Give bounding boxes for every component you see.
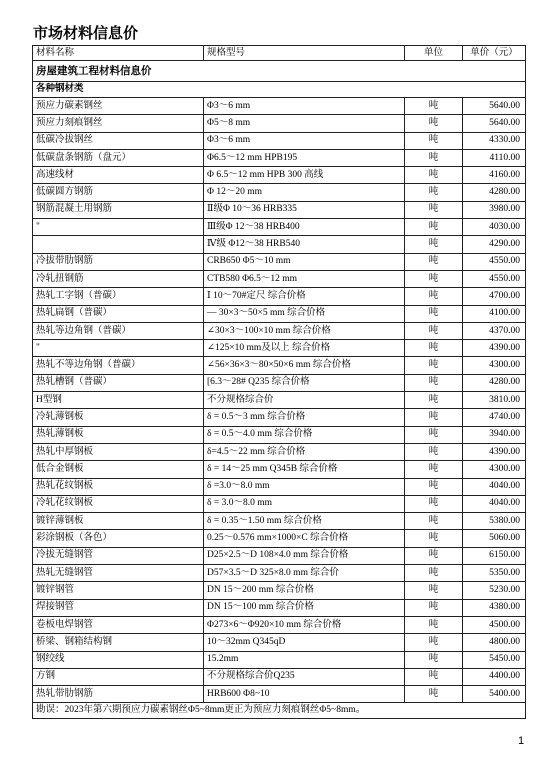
material-name-cell: 热轧工字钢（普碳） (33, 288, 204, 305)
price-row (33, 565, 526, 582)
unit-price-cell: 5640.00 (463, 115, 526, 132)
header-unit-price: 单价（元） (463, 46, 526, 61)
unit-cell: 吨 (405, 530, 463, 547)
material-name-cell: 冷轧花纹钢板 (33, 495, 204, 512)
material-name-cell: 低合金钢板 (33, 461, 204, 478)
unit-price-cell: 4300.00 (463, 461, 526, 478)
spec-cell: Φ6.5～12 mm HPB195 (204, 149, 405, 166)
unit-cell: 吨 (405, 340, 463, 357)
price-row (33, 668, 526, 685)
unit-cell: 吨 (405, 98, 463, 115)
unit-price-cell: 4040.00 (463, 478, 526, 495)
material-name-cell: 彩涂钢板（各色） (33, 530, 204, 547)
unit-price-cell: 4100.00 (463, 305, 526, 322)
spec-cell: DN 15～100 mm 综合价格 (204, 599, 405, 616)
material-name-cell: 焊接钢管 (33, 599, 204, 616)
price-row (33, 582, 526, 599)
spec-cell: 0.25～0.576 mm×1000×C 综合价格 (204, 530, 405, 547)
price-row (33, 461, 526, 478)
unit-price-cell: 6150.00 (463, 547, 526, 564)
spec-cell: Φ3～6 mm (204, 132, 405, 149)
unit-price-cell: 4370.00 (463, 322, 526, 339)
unit-price-cell: 5640.00 (463, 98, 526, 115)
spec-cell: Φ 12～20 mm (204, 184, 405, 201)
unit-price-cell: 4280.00 (463, 374, 526, 391)
unit-cell: 吨 (405, 305, 463, 322)
price-row (33, 530, 526, 547)
unit-cell: 吨 (405, 634, 463, 651)
spec-cell: Ⅰ 10～70#定尺 综合价格 (204, 288, 405, 305)
price-row (33, 305, 526, 322)
unit-cell: 吨 (405, 547, 463, 564)
material-name-cell: 方钢 (33, 668, 204, 685)
material-name-cell: 镀锌钢管 (33, 582, 204, 599)
material-name-cell: 热轧等边角钢（普碳） (33, 322, 204, 339)
material-name-cell (33, 236, 204, 253)
material-name-cell: 热轧无缝钢管 (33, 565, 204, 582)
material-name-cell: 冷轧扭钢筋 (33, 270, 204, 287)
material-name-cell: 热轧扁钢（普碳） (33, 305, 204, 322)
price-row (33, 201, 526, 218)
unit-price-cell: 4290.00 (463, 236, 526, 253)
unit-cell: 吨 (405, 236, 463, 253)
unit-price-cell: 4550.00 (463, 270, 526, 287)
material-name-cell: 卷板电焊钢管 (33, 616, 204, 633)
price-row (33, 288, 526, 305)
spec-cell: Ⅲ级Φ 12～38 HRB400 (204, 219, 405, 236)
unit-cell: 吨 (405, 132, 463, 149)
spec-cell: HRB600 Φ8~10 (204, 686, 405, 703)
material-name-cell: 预应力碳素钢丝 (33, 98, 204, 115)
unit-price-cell: 5060.00 (463, 530, 526, 547)
unit-cell: 吨 (405, 253, 463, 270)
unit-price-cell: 4740.00 (463, 409, 526, 426)
unit-cell: 吨 (405, 392, 463, 409)
price-row (33, 322, 526, 339)
spec-cell: Φ273×6～Φ920×10 mm 综合价格 (204, 616, 405, 633)
unit-cell: 吨 (405, 599, 463, 616)
unit-price-cell: 4390.00 (463, 443, 526, 460)
material-name-cell: 热轧花纹钢板 (33, 478, 204, 495)
price-row (33, 219, 526, 236)
spec-cell: δ = 0.35～1.50 mm 综合价格 (204, 513, 405, 530)
price-row (33, 409, 526, 426)
unit-price-cell: 3980.00 (463, 201, 526, 218)
unit-price-cell: 5350.00 (463, 565, 526, 582)
price-row (33, 426, 526, 443)
spec-cell: DN 15～200 mm 综合价格 (204, 582, 405, 599)
price-row (33, 599, 526, 616)
table-head-body (33, 46, 526, 98)
material-name-cell: 低碳冷拔钢丝 (33, 132, 204, 149)
price-row (33, 616, 526, 633)
header-spec: 规格型号 (204, 46, 405, 61)
spec-cell: δ = 0.5～3 mm 综合价格 (204, 409, 405, 426)
unit-cell: 吨 (405, 374, 463, 391)
material-name-cell: 冷拔带肋钢筋 (33, 253, 204, 270)
subsection-row (33, 82, 526, 98)
unit-price-cell: 4040.00 (463, 495, 526, 512)
spec-cell: — 30×3～50×5 mm 综合价格 (204, 305, 405, 322)
price-row (33, 357, 526, 374)
price-row (33, 547, 526, 564)
unit-price-cell: 3940.00 (463, 426, 526, 443)
unit-price-cell: 5230.00 (463, 582, 526, 599)
material-name-cell: 热轧不等边角钢（普碳） (33, 357, 204, 374)
spec-cell: Φ5～8 mm (204, 115, 405, 132)
price-row (33, 651, 526, 668)
erratum-note: 勘误：2023年第六期预应力碳素钢丝Φ5~8mm更正为预应力刻痕钢丝Φ5~8mm。 (33, 703, 526, 719)
material-name-cell: 预应力刻痕钢丝 (33, 115, 204, 132)
material-name-cell: 热轧槽钢（普碳） (33, 374, 204, 391)
unit-cell: 吨 (405, 219, 463, 236)
unit-price-cell: 4030.00 (463, 219, 526, 236)
price-row (33, 270, 526, 287)
unit-cell: 吨 (405, 409, 463, 426)
unit-cell: 吨 (405, 184, 463, 201)
spec-cell: [6.3～28# Q235 综合价格 (204, 374, 405, 391)
unit-cell: 吨 (405, 582, 463, 599)
header-material-name: 材料名称 (33, 46, 204, 61)
section-row (33, 61, 526, 82)
unit-price-cell: 4700.00 (463, 288, 526, 305)
unit-price-cell: 4800.00 (463, 634, 526, 651)
material-name-cell: 热轧带肋钢筋 (33, 686, 204, 703)
spec-cell: δ =3.0～8.0 mm (204, 478, 405, 495)
spec-cell: ∠125×10 mm及以上 综合价格 (204, 340, 405, 357)
price-row (33, 115, 526, 132)
unit-cell: 吨 (405, 686, 463, 703)
spec-cell: δ = 0.5～4.0 mm 综合价格 (204, 426, 405, 443)
unit-cell: 吨 (405, 167, 463, 184)
material-name-cell: 热轧薄钢板 (33, 426, 204, 443)
spec-cell: δ = 14～25 mm Q345B 综合价格 (204, 461, 405, 478)
unit-cell: 吨 (405, 495, 463, 512)
unit-cell: 吨 (405, 288, 463, 305)
unit-price-cell: 5400.00 (463, 686, 526, 703)
subsection-title: 各种钢材类 (33, 82, 526, 98)
unit-price-cell: 4110.00 (463, 149, 526, 166)
unit-cell: 吨 (405, 651, 463, 668)
unit-price-cell: 4550.00 (463, 253, 526, 270)
price-row (33, 374, 526, 391)
unit-cell: 吨 (405, 201, 463, 218)
price-row (33, 495, 526, 512)
material-name-cell: 镀锌薄钢板 (33, 513, 204, 530)
unit-price-cell: 4390.00 (463, 340, 526, 357)
material-name-cell: 冷拔无缝钢管 (33, 547, 204, 564)
unit-cell: 吨 (405, 513, 463, 530)
spec-cell: CRB650 Φ5～10 mm (204, 253, 405, 270)
spec-cell: 10～32mm Q345qD (204, 634, 405, 651)
spec-cell: Ⅱ级Φ 10～36 HRB335 (204, 201, 405, 218)
spec-cell: Φ3～6 mm (204, 98, 405, 115)
unit-price-cell: 4330.00 (463, 132, 526, 149)
spec-cell: Φ 6.5～12 mm HPB 300 高线 (204, 167, 405, 184)
price-row (33, 686, 526, 703)
unit-cell: 吨 (405, 443, 463, 460)
material-name-cell: 桥梁、钢箱结构钢 (33, 634, 204, 651)
unit-price-cell: 4380.00 (463, 599, 526, 616)
price-row (33, 149, 526, 166)
price-row (33, 513, 526, 530)
spec-cell: δ=4.5～22 mm 综合价格 (204, 443, 405, 460)
price-row (33, 132, 526, 149)
price-table (32, 45, 526, 719)
table-header-row (33, 46, 526, 61)
header-unit: 单位 (405, 46, 463, 61)
unit-cell: 吨 (405, 270, 463, 287)
price-row (33, 443, 526, 460)
spec-cell: D57×3.5～D 325×8.0 mm 综合价 (204, 565, 405, 582)
table-foot-body (33, 703, 526, 719)
section-title: 房屋建筑工程材料信息价 (33, 61, 526, 82)
spec-cell: D25×2.5～D 108×4.0 mm 综合价格 (204, 547, 405, 564)
unit-cell: 吨 (405, 115, 463, 132)
unit-cell: 吨 (405, 357, 463, 374)
price-row (33, 98, 526, 115)
unit-price-cell: 4500.00 (463, 616, 526, 633)
unit-cell: 吨 (405, 565, 463, 582)
material-name-cell: 热轧中厚钢板 (33, 443, 204, 460)
unit-price-cell: 4280.00 (463, 184, 526, 201)
material-name-cell: 冷轧薄钢板 (33, 409, 204, 426)
material-name-cell: 高速线材 (33, 167, 204, 184)
spec-cell: Ⅳ级 Φ12～38 HRB540 (204, 236, 405, 253)
material-name-cell: 钢筋混凝土用钢筋 (33, 201, 204, 218)
price-row (33, 236, 526, 253)
unit-price-cell: 5380.00 (463, 513, 526, 530)
spec-cell: 不分规格综合价 (204, 392, 405, 409)
unit-cell: 吨 (405, 461, 463, 478)
price-row (33, 184, 526, 201)
price-row (33, 392, 526, 409)
unit-cell: 吨 (405, 149, 463, 166)
material-name-cell: " (33, 340, 204, 357)
spec-cell: CTB580 Φ6.5～12 mm (204, 270, 405, 287)
unit-price-cell: 3810.00 (463, 392, 526, 409)
spec-cell: 不分规格综合价Q235 (204, 668, 405, 685)
unit-price-cell: 4400.00 (463, 668, 526, 685)
page-title: 市场材料信息价 (33, 25, 139, 42)
unit-price-cell: 4160.00 (463, 167, 526, 184)
material-name-cell: 钢绞线 (33, 651, 204, 668)
spec-cell: 15.2mm (204, 651, 405, 668)
erratum-row (33, 703, 526, 719)
unit-price-cell: 5450.00 (463, 651, 526, 668)
price-row (33, 340, 526, 357)
price-row (33, 167, 526, 184)
unit-cell: 吨 (405, 478, 463, 495)
unit-cell: 吨 (405, 322, 463, 339)
spec-cell: ∠30×3～100×10 mm 综合价格 (204, 322, 405, 339)
spec-cell: ∠56×36×3～80×50×6 mm 综合价格 (204, 357, 405, 374)
page-number: 1 (518, 735, 525, 747)
table-rows-body (33, 98, 526, 703)
spec-cell: δ = 3.0～8.0 mm (204, 495, 405, 512)
unit-cell: 吨 (405, 668, 463, 685)
unit-cell: 吨 (405, 426, 463, 443)
price-row (33, 253, 526, 270)
price-row (33, 478, 526, 495)
price-row (33, 634, 526, 651)
material-name-cell: H型钢 (33, 392, 204, 409)
unit-price-cell: 4300.00 (463, 357, 526, 374)
material-name-cell: 低碳盘条钢筋（盘元） (33, 149, 204, 166)
material-name-cell: " (33, 219, 204, 236)
material-name-cell: 低碳圆方钢筋 (33, 184, 204, 201)
unit-cell: 吨 (405, 616, 463, 633)
